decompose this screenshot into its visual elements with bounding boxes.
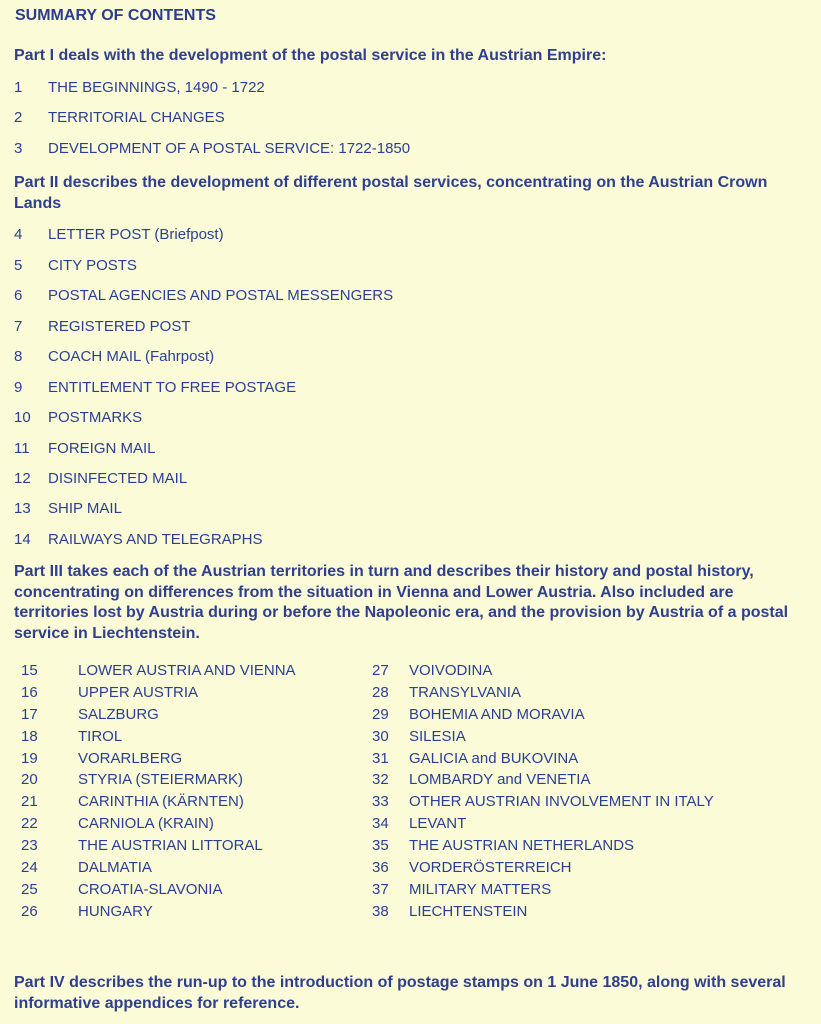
item-number: 29 [372, 705, 389, 723]
item-title: CITY POSTS [48, 257, 137, 274]
item-number: 21 [21, 793, 38, 811]
list-item [21, 857, 296, 879]
item-title: LEVANT [409, 815, 467, 833]
item-title: DISINFECTED MAIL [48, 470, 188, 487]
item-title: ENTITLEMENT TO FREE POSTAGE [48, 379, 297, 396]
list-item [21, 660, 296, 682]
item-title: DALMATIA [78, 859, 152, 877]
item-title: LETTER POST (Briefpost) [48, 226, 224, 243]
list-item [14, 409, 142, 426]
part-2-description: Part II describes the development of different postal services, concentrating on the Austrian Crown Lands [14, 174, 768, 212]
item-title: CROATIA-SLAVONIA [78, 880, 223, 898]
item-title: RAILWAYS AND TELEGRAPHS [48, 531, 263, 548]
item-title: TRANSYLVANIA [409, 683, 521, 701]
item-title: SILESIA [409, 727, 466, 745]
item-number: 13 [14, 500, 31, 517]
item-number: 8 [14, 348, 23, 365]
list-item [372, 769, 714, 791]
item-title: OTHER AUSTRIAN INVOLVEMENT IN ITALY [409, 793, 714, 811]
item-title: THE BEGINNINGS, 1490 - 1722 [48, 79, 265, 96]
item-title: VORDERÖSTERREICH [409, 859, 572, 877]
item-number: 26 [21, 902, 38, 920]
item-number: 11 [14, 440, 30, 457]
list-item [14, 348, 214, 365]
item-number: 35 [372, 837, 389, 855]
item-number: 1 [14, 79, 23, 96]
list-item [14, 470, 187, 487]
item-number: 32 [372, 771, 389, 789]
item-title: BOHEMIA AND MORAVIA [409, 705, 585, 723]
item-title: MILITARY MATTERS [409, 880, 552, 898]
item-number: 37 [372, 880, 389, 898]
item-number: 4 [14, 226, 23, 243]
item-number: 34 [372, 815, 389, 833]
item-title: DEVELOPMENT OF A POSTAL SERVICE: 1722-1850 [48, 140, 411, 157]
item-title: THE AUSTRIAN NETHERLANDS [409, 837, 635, 855]
item-title: VORARLBERG [78, 749, 183, 767]
item-title: POSTAL AGENCIES AND POSTAL MESSENGERS [48, 287, 394, 304]
list-item [21, 813, 296, 835]
item-number: 18 [21, 727, 38, 745]
item-number: 22 [21, 815, 38, 833]
item-number: 5 [14, 257, 23, 274]
item-title: CARNIOLA (KRAIN) [78, 815, 214, 833]
item-title: HUNGARY [78, 902, 153, 920]
list-item [14, 140, 410, 157]
page-title: SUMMARY OF CONTENTS [15, 7, 216, 24]
list-item [372, 857, 714, 879]
item-number: 23 [21, 837, 38, 855]
list-item [21, 748, 296, 770]
list-item [21, 791, 296, 813]
item-number: 14 [14, 531, 31, 548]
list-item [21, 704, 296, 726]
list-item [14, 79, 265, 96]
item-number: 7 [14, 318, 23, 335]
item-number: 24 [21, 859, 38, 877]
part-1-description: Part I deals with the development of the postal service in the Austrian Empire: [14, 47, 607, 64]
item-number: 3 [14, 140, 23, 157]
item-title: LOWER AUSTRIA AND VIENNA [78, 662, 296, 679]
list-item [14, 318, 191, 335]
item-title: TERRITORIAL CHANGES [48, 109, 225, 126]
list-item [372, 835, 714, 857]
list-item [21, 726, 296, 748]
list-item [21, 682, 296, 704]
list-item [372, 901, 714, 923]
item-number: 30 [372, 727, 389, 745]
list-item [14, 440, 156, 457]
item-title: CARINTHIA (KÄRNTEN) [78, 793, 244, 811]
item-number: 17 [21, 705, 38, 723]
item-number: 38 [372, 902, 389, 920]
item-title: POSTMARKS [48, 409, 143, 426]
item-title: LIECHTENSTEIN [409, 902, 528, 920]
item-title: SHIP MAIL [48, 500, 122, 517]
list-item [372, 791, 714, 813]
list-item [21, 769, 296, 791]
list-item [14, 379, 296, 396]
list-item [14, 531, 263, 548]
item-number: 31 [372, 749, 389, 767]
list-item [21, 835, 296, 857]
item-number: 33 [372, 793, 389, 811]
item-title: THE AUSTRIAN LITTORAL [78, 837, 263, 855]
item-number: 20 [21, 771, 38, 789]
item-title: REGISTERED POST [48, 318, 191, 335]
list-item [372, 660, 714, 682]
item-number: 36 [372, 859, 389, 877]
item-number: 16 [21, 683, 38, 701]
item-title: GALICIA and BUKOVINA [409, 749, 579, 767]
item-title: UPPER AUSTRIA [78, 683, 199, 701]
item-title: COACH MAIL (Fahrpost) [48, 348, 215, 365]
item-number: 19 [21, 749, 38, 767]
item-title: VOIVODINA [409, 662, 493, 679]
item-number: 28 [372, 683, 389, 701]
item-number: 2 [14, 109, 23, 126]
list-item [21, 901, 296, 923]
list-item [372, 682, 714, 704]
list-item [372, 704, 714, 726]
part-3-description: Part III takes each of the Austrian territories in turn and describes their history and postal history, concentrating on differences from the situation in Vienna and Lower Austria. Also included are territories lost by Austria during or before the Napoleonic era, and the provision by Austria of a postal service in Liechtenstein. [14, 563, 789, 642]
list-item [14, 287, 393, 304]
list-item [14, 109, 225, 126]
list-item [372, 879, 714, 901]
list-item [21, 879, 296, 901]
list-item [372, 813, 714, 835]
list-item [14, 226, 224, 243]
item-number: 27 [372, 662, 389, 679]
item-title: LOMBARDY and VENETIA [409, 771, 591, 789]
item-number: 15 [21, 662, 38, 679]
item-title: SALZBURG [78, 705, 159, 723]
item-number: 9 [14, 379, 23, 396]
item-number: 12 [14, 470, 31, 487]
list-item [372, 726, 714, 748]
item-title: TIROL [78, 727, 123, 745]
list-item [372, 748, 714, 770]
list-item [14, 500, 122, 517]
list-item [14, 257, 137, 274]
item-title: STYRIA (STEIERMARK) [78, 771, 244, 789]
item-number: 10 [14, 409, 31, 426]
item-title: FOREIGN MAIL [48, 440, 156, 457]
territory-column-left [21, 660, 296, 923]
item-number: 25 [21, 880, 38, 898]
item-number: 6 [14, 287, 23, 304]
part-4-description: Part IV describes the run-up to the introduction of postage stamps on 1 June 1850, along with several informative appendices for reference. [14, 974, 786, 1012]
territory-column-right [372, 660, 714, 923]
